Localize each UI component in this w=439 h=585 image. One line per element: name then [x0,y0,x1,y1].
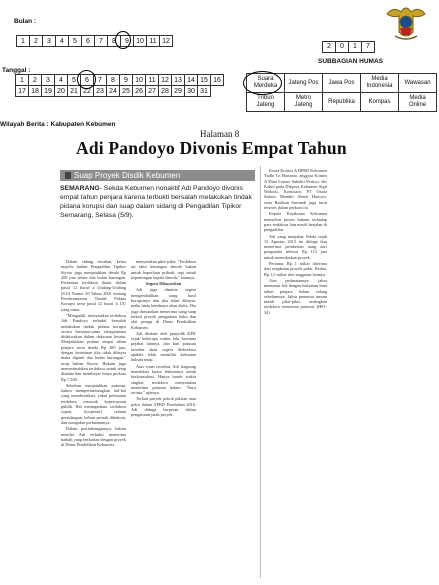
date-cell: 10 [133,75,146,86]
paragraph: Sebelum menjatuhkan putusan, hakim mempertimbangkan hal-hal yang memberatkan, yakni perbuatan terdakwa merusak kepercayaan publik. Hal meringankan, terdakwa sopan, kooperatif selama persidangan, belum pernah dihukum, dan mengakui perbuatannya. [61,382,126,425]
wilayah-berita: Wilayah Berita : Kabupaten Kebumen [0,121,116,128]
kicker-text: Suap Proyek Disdik Kebumen [74,171,181,180]
lead-paragraph [60,184,257,220]
month-cell: 1 [17,36,30,47]
year-box [323,35,375,53]
date-cell: 28 [159,86,172,97]
date-cell: 24 [107,86,120,97]
date-cell: 22 [81,86,94,97]
kebumen-emblem-icon [383,2,429,44]
date-cell: 18 [29,86,42,97]
date-cell: 7 [94,75,107,86]
article-column-2 [131,259,196,577]
media-cell: Metro Jateng [285,93,323,112]
paragraph: Atas perbuatannya, jaksa menuntut Adi dengan hukuman lima tahun penjara dalam sidang sebelumnya. Jaksa penuntut umum masih pikir-pikir, sedangkan terdakwa menerima putusan. (H81-34) [264,277,327,315]
month-cell: 4 [56,36,69,47]
year-digit: 1 [348,41,362,53]
lead-dateline: SEMARANG [60,185,100,192]
date-cell: 13 [172,75,185,86]
paragraph: Kepala Kejaksaan Kebumen menyebut proses hukum terhadap para terdakwa lain masih berjalan di pengadilan. [264,211,327,233]
date-cell: 16 [211,75,224,86]
media-cell: Suara Merdeka [247,74,285,93]
month-cell: 7 [95,36,108,47]
paragraph: Adi juga diminta segera mengembalikan uang hasil korupsinya dan jika tidak dibayar, maka harta bendanya akan disita. Dia juga dinyatakan menerima uang suap terkait proyek pengadaan buku dan alat peraga di Dinas Pendidikan Kebumen. [131,287,196,330]
article-column-1 [61,259,126,577]
headline: Adi Pandoyo Divonis Empat Tahun [76,138,347,158]
paragraph: Dalam pertimbangannya, hakim menilai Adi terbukti menerima hadiah yang berkaitan dengan proyek di Dinas Pendidikan Kebumen. [61,426,126,448]
media-cell: Wawasan [399,74,437,93]
date-cell: 19 [42,86,55,97]
date-cell: 2 [29,75,42,86]
month-cell: 6 [82,36,95,47]
year-digit: 7 [361,41,375,53]
paragraph: menyatakan pikir-pikir. "Terdakwa ini tahu keuangan daerah bukan untuk keperluan pribadi, tapi untuk kepentingan kepala daerah," katanya. [131,259,196,280]
lead-text: - Sekda Kebumen nonaktif Adi Pandoyo divonis empat tahun penjara karena terbukti bersalah melakukan tindak pidana korupsi dan suap dalam sidang di Pengadilan Tipikor Semarang, Selasa (5/9). [60,185,252,220]
media-cell: Tribun Jateng [247,93,285,112]
date-cell: 14 [185,75,198,86]
subheading: Segera Dibayarkan [145,281,182,287]
org-name: SUBBAGIAN HUMAS [318,58,383,65]
media-cell: Media Online [399,93,437,112]
date-cell: 17 [16,86,29,97]
paragraph: Adi yang menjabat Sekda sejak 12 Agustus 2013 itu diduga ikut menerima pemberian uang dari pengusaha sebesar Rp 115 juta untuk memuluskan proyek. [264,233,327,260]
month-cell: 2 [30,36,43,47]
tanggal-label: Tanggal : [2,67,31,74]
paragraph: Atas vonis tersebut, Adi langsung mendekati kuasa hukumnya untuk berkonsultasi. Hanya butuh waktu singkat, terdakwa menyatakan menerima putusan hakim. "Saya terima," ujarnya. [131,363,196,396]
kicker-marker-icon [65,172,71,179]
media-circle-marker [243,71,282,95]
date-cell: 4 [55,75,68,86]
month-cell: 8 [108,36,121,47]
year-digit: 0 [335,41,349,53]
date-cell: 26 [133,86,146,97]
month-circle-marker [115,31,131,49]
date-cell: 1 [16,75,29,86]
date-cell: 27 [146,86,159,97]
paragraph: "Mengadili, menyatakan terdakwa Adi Pandoyo terbukti bersalah melakukan tindak pidana korupsi secara bersama-sama sebagaimana didakwakan dalam dakwaan kesatu. Menjatuhkan pidana empat tahun penjara serta denda Rp 200 juta, dengan ketentuan jika tidak dibayar maka diganti dua bulan kurungan," ucap hakim Siyoto. Hukum juga memerintahkan terdakwa untuk tetap ditahan dan membayar biaya perkara Rp 7.500. [61,312,126,382]
media-cell: Jateng Pos [285,74,323,93]
date-cell: 21 [68,86,81,97]
date-circle-marker [77,70,96,89]
media-cell: Republika [323,93,361,112]
paragraph: Ketua Komisi A DPRD Kebumen Yudhi Tri Hartanto, anggota Komisi A Dian Lestari Subekti Pertiwi, eks Kabid pada Dikpora Kebumen Sigit Widodo, Komisaris PT Otoda Sukses Mandiri Abadi Hartoyo, serta Basikun Suwandi juga turut terseret dalam perkara ini. [264,168,327,211]
paragraph: Terkait proyek pokok pikiran atau pokir dalam APBD Perubahan 2016, Adi diduga berperan dalam pengaturan jatah proyek. [131,396,196,418]
date-cell: 15 [198,75,211,86]
date-cell: 29 [172,86,185,97]
media-cell: Media Indonesia [361,74,399,93]
paragraph: Dalam sidang tersebut, ketua majelis hakim Pengadilan Tipikor Siyoto juga menjatuhkan denda Rp 200 juta selain dua bulan kurungan. Perbuatan terdakwa diatur dalam pasal 12 huruf a Undang-Undang (UU) Nomor 20 Tahun 2001 tentang Pemberantasan Tindak Pidana Korupsi serta pasal 12 huruf b UU yang sama. [61,259,126,312]
date-cell: 25 [120,86,133,97]
date-cell: 3 [42,75,55,86]
date-cell: 31 [198,86,211,97]
date-cell: 11 [146,75,159,86]
article-column-3 [264,168,327,577]
kicker-bar [60,170,255,181]
month-cell: 3 [43,36,56,47]
bulan-label: Bulan : [14,18,37,25]
date-cell: 9 [120,75,133,86]
media-cell: Kompas [361,93,399,112]
month-cell: 11 [147,36,160,47]
month-grid [16,35,173,47]
year-digit: 2 [322,41,336,53]
date-cell: 12 [159,75,172,86]
page-number: Halaman 8 [200,129,240,139]
date-cell: 23 [94,86,107,97]
paragraph: Pertama, Rp 1 miliar diterima dari rangkaian proyek pokir. Kedua, Rp 1,5 miliar dari anggaran lainnya. [264,261,327,277]
date-cell: 5 [68,75,81,86]
date-grid [15,74,224,97]
month-cell: 10 [134,36,147,47]
date-cell: 30 [185,86,198,97]
month-cell: 9 [121,36,134,47]
date-cell: 8 [107,75,120,86]
media-cell: Jawa Pos [323,74,361,93]
date-cell: 6 [81,75,94,86]
month-cell: 12 [160,36,173,47]
column-divider [260,166,261,578]
date-cell: 20 [55,86,68,97]
month-cell: 5 [69,36,82,47]
paragraph: Adi ditahan oleh penyidik KPK sejak beberapa waktu lalu bersama pejabat lainnya, dan kini putusan tersebut akan segera dieksekusi apabila telah memiliki kekuatan hukum tetap. [131,330,196,363]
